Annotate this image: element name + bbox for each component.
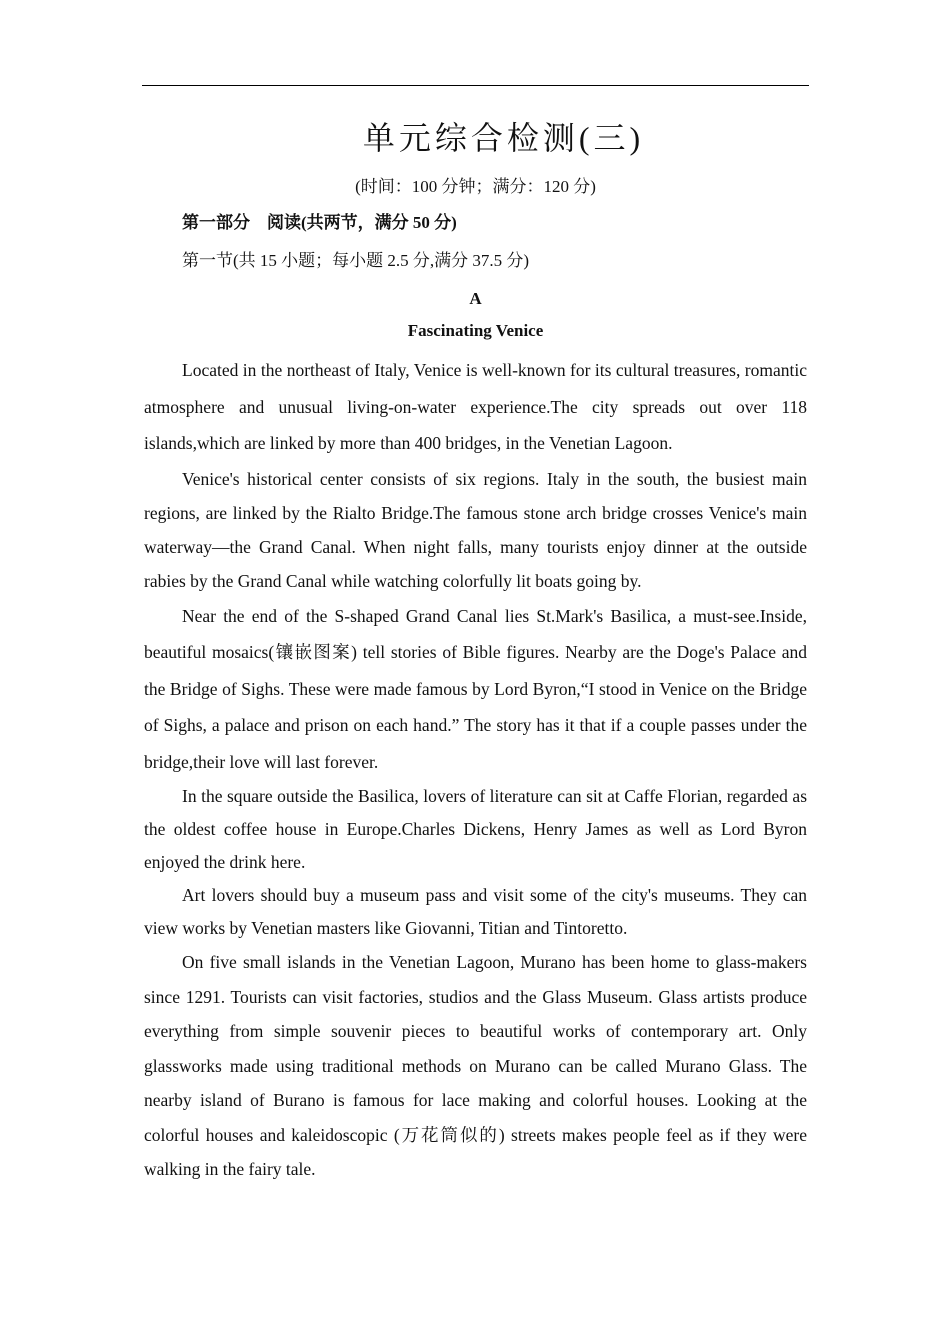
passage-letter: A [469, 289, 482, 308]
passage-paragraph-6: On five small islands in the Venetian Lagoon, Murano has been home to glass‑makers since 1291. Tourists can visit factories, studios and the Glass Museum. Glass artists produce everything from simple souvenir pieces to beautiful works of contemporary art. Only glassworks made using traditional methods on Murano can be called Murano Glass. The nearby island of Burano is famous for lace making and colorful houses. Looking at the colorful houses and kaleidoscopic (万花筒似的) streets makes people feel as if they were walking in the fairy tale. [144, 952, 807, 1179]
section-one-heading: 第一节(共 15 小题；每小题 2.5 分,满分 37.5 分) [182, 251, 530, 270]
passage-paragraph-4: In the square outside the Basilica, lovers of literature can sit at Caffe Florian, regarded as the oldest coffee house in Europe.Charles Dickens, Henry James as well as Lord Byron enjoyed the drink here. [144, 786, 807, 872]
passage-paragraph-3: Near the end of the S‑shaped Grand Canal lies St.Mark's Basilica, a must‑see.Inside, beautiful mosaics(镶嵌图案) tell stories of Bible figures. Nearby are the Doge's Palace and the Bridge of Sighs. These were made famous by Lord Byron,“I stood in Venice on the Bridge of Sighs, a palace and prison on each hand.” The story has it that if a couple passes under the bridge,their love will last forever. [144, 605, 807, 772]
document-page [144, 112, 807, 1187]
document-title: 单元综合检测(三) [362, 120, 645, 156]
passage-paragraph-2: Venice's historical center consists of six regions. Italy in the south, the busiest main regions, are linked by the Rialto Bridge.The famous stone arch bridge crosses Venice's main waterway—the Grand Canal. When night falls, many tourists enjoy dinner at the outside rabies by the Grand Canal while watching colorfully lit boats going by. [144, 468, 807, 591]
header-rule [142, 85, 809, 86]
passage-paragraph-1: Located in the northeast of Italy, Venice is well‑known for its cultural treasures, romantic atmosphere and unusual living‑on‑water experience.The city spreads out over 118 islands,which are linked by more than 400 bridges, in the Venetian Lagoon. [144, 360, 807, 453]
passage-paragraph-5: Art lovers should buy a museum pass and visit some of the city's museums. They can view works by Venetian masters like Giovanni, Titian and Tintoretto. [144, 885, 807, 938]
passage-title: Fascinating Venice [407, 321, 544, 340]
time-and-score-info: (时间：100 分钟；满分：120 分) [355, 177, 596, 196]
part-one-heading: 第一部分 阅读(共两节，满分 50 分) [182, 213, 457, 232]
